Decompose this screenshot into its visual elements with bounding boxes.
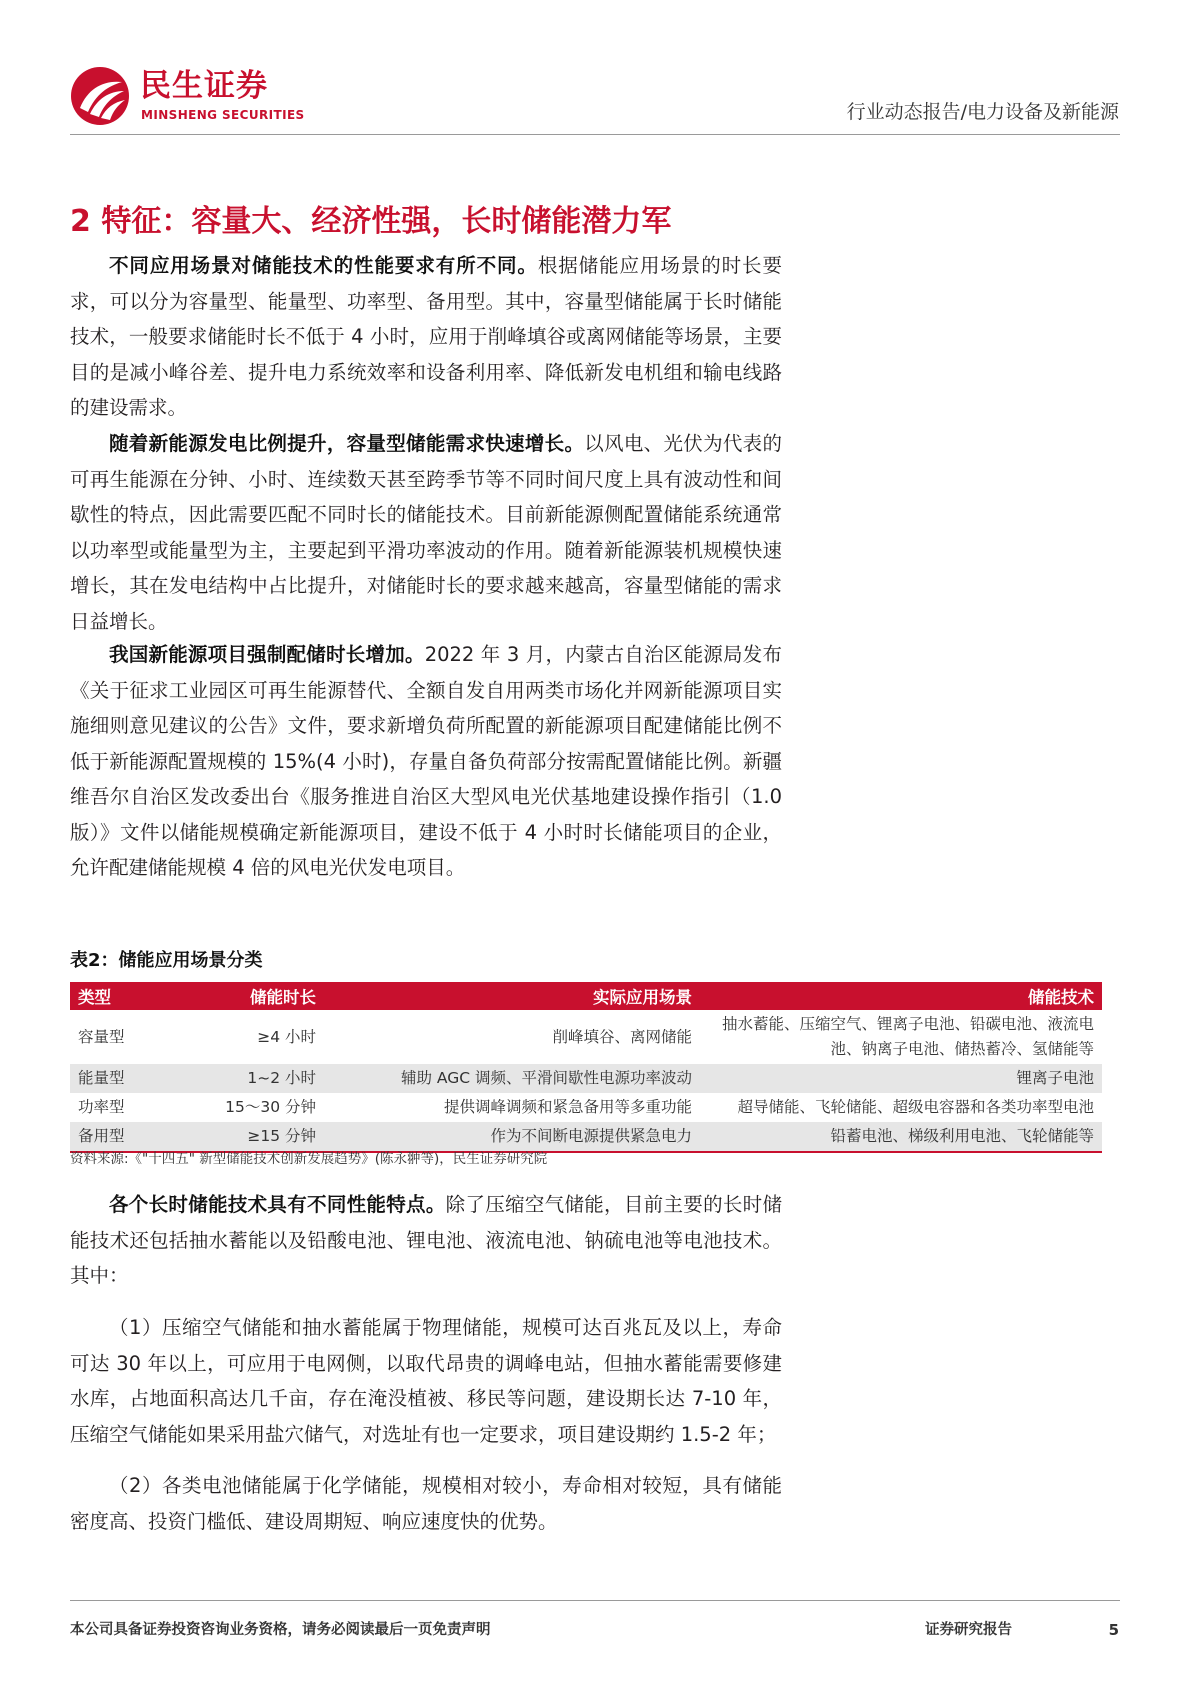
- paragraph-2: [70, 426, 782, 639]
- table-row: [70, 1122, 1102, 1152]
- table-source: 资料来源:《"十四五" 新型储能技术创新发展趋势》(陈永翀等)，民生证券研究院: [70, 1151, 548, 1167]
- paragraph-lead: 随着新能源发电比例提升，容量型储能需求快速增长。: [109, 432, 585, 455]
- paragraph-3: [70, 637, 782, 886]
- footer-disclaimer: 本公司具备证券投资咨询业务资格，请务必阅读最后一页免责声明: [70, 1622, 491, 1638]
- paragraph-1: [70, 248, 782, 426]
- cell-scenario: 提供调峰调频和紧急备用等多重功能: [443, 1098, 692, 1116]
- cell-tech: 锂离子电池: [700, 1064, 1102, 1093]
- cell-duration: 15～30 分钟: [225, 1098, 316, 1116]
- cell-tech: 抽水蓄能、压缩空气、锂离子电池、铅碳电池、液流电池、钠离子电池、储热蓄冷、氢储能等: [721, 1015, 1094, 1058]
- cell-tech: 铅蓄电池、梯级利用电池、飞轮储能等: [700, 1122, 1102, 1152]
- paragraph-text: 除了压缩空气储能，目前主要的长时储能技术还包括抽水蓄能以及铅酸电池、锂电池、液流电池、钠硫电池等电池技术。其中：: [70, 1193, 782, 1287]
- column-header-type: 类型: [70, 982, 168, 1010]
- report-category: 行业动态报告/电力设备及新能源: [846, 101, 1119, 123]
- column-header-tech: 储能技术: [700, 982, 1102, 1010]
- cell-type: 功率型: [78, 1098, 125, 1116]
- paragraph-lead: 我国新能源项目强制配储时长增加。: [109, 643, 425, 666]
- paragraph-6: [70, 1468, 782, 1539]
- paragraph-5: [70, 1310, 782, 1452]
- section-title: 2 特征：容量大、经济性强，长时储能潜力军: [70, 204, 672, 239]
- cell-duration: 1~2 小时: [168, 1064, 324, 1093]
- cell-type: 容量型: [78, 1027, 125, 1046]
- table-header-row: [70, 982, 1102, 1010]
- paragraph-lead: 不同应用场景对储能技术的性能要求有所不同。: [109, 254, 538, 277]
- paragraph-text: （2）各类电池储能属于化学储能，规模相对较小，寿命相对较短，具有储能密度高、投资门槛低、建设周期短、响应速度快的优势。: [70, 1474, 782, 1533]
- cell-scenario: 辅助 AGC 调频、平滑间歇性电源功率波动: [324, 1064, 700, 1093]
- table-row: [70, 1064, 1102, 1093]
- header-divider: [70, 134, 1120, 135]
- storage-scenario-table: [70, 982, 1102, 1153]
- company-logo: [70, 66, 330, 130]
- cell-tech: 超导储能、飞轮储能、超级电容器和各类功率型电池: [737, 1098, 1094, 1116]
- cell-duration: ≥4 小时: [257, 1027, 316, 1046]
- cell-type: 备用型: [70, 1122, 168, 1152]
- paragraph-text: （1）压缩空气储能和抽水蓄能属于物理储能，规模可达百兆瓦及以上，寿命可达 30 年以上，可应用于电网侧，以取代昂贵的调峰电站，但抽水蓄能需要修建水库，占地面积高达几千亩，存在淹没植被、移民等问题，建设期长达 7-10 年，压缩空气储能如果采用盐穴储气，对选址有也一定要求，项目建设期约 1.5-2 年；: [70, 1316, 782, 1446]
- logo-chinese-name: 民生证券: [140, 68, 268, 104]
- logo-english-name: MINSHENG SECURITIES: [141, 108, 305, 122]
- paragraph-text: 以风电、光伏为代表的可再生能源在分钟、小时、连续数天甚至跨季节等不同时间尺度上具有波动性和间歇性的特点，因此需要匹配不同时长的储能技术。目前新能源侧配置储能系统通常以功率型或能量型为主，主要起到平滑功率波动的作用。随着新能源装机规模快速增长，其在发电结构中占比提升，对储能时长的要求越来越高，容量型储能的需求日益增长。: [70, 432, 782, 633]
- page-number: 5: [1108, 1621, 1119, 1639]
- column-header-scenario: 实际应用场景: [324, 982, 700, 1010]
- paragraph-text: 根据储能应用场景的时长要求，可以分为容量型、能量型、功率型、备用型。其中，容量型储能属于长时储能技术，一般要求储能时长不低于 4 小时，应用于削峰填谷或离网储能等场景，主要目的是减小峰谷差、提升电力系统效率和设备利用率、降低新发电机组和输电线路的建设需求。: [70, 254, 782, 419]
- cell-scenario: 削峰填谷、离网储能: [552, 1027, 692, 1046]
- minsheng-logo-icon: [70, 66, 130, 126]
- footer-label: 证券研究报告: [925, 1622, 1012, 1638]
- column-header-duration: 储能时长: [168, 982, 324, 1010]
- cell-duration: ≥15 分钟: [168, 1122, 324, 1152]
- paragraph-4: [70, 1187, 782, 1294]
- table-row: [70, 1093, 1102, 1122]
- table-title: 表2：储能应用场景分类: [70, 950, 263, 971]
- cell-type: 能量型: [70, 1064, 168, 1093]
- footer-divider: [70, 1600, 1120, 1601]
- cell-scenario: 作为不间断电源提供紧急电力: [324, 1122, 700, 1152]
- paragraph-lead: 各个长时储能技术具有不同性能特点。: [109, 1193, 446, 1216]
- table-row: [70, 1010, 1102, 1064]
- paragraph-text: 2022 年 3 月，内蒙古自治区能源局发布《关于征求工业园区可再生能源替代、全额自发自用两类市场化并网新能源项目实施细则意见建议的公告》文件，要求新增负荷所配置的新能源项目配建储能比例不低于新能源配置规模的 15%(4 小时)，存量自备负荷部分按需配置储能比例。新疆维吾尔自治区发改委出台《服务推进自治区大型风电光伏基地建设操作指引（1.0 版）》文件以储能规模确定新能源项目，建设不低于 4 小时时长储能项目的企业，允许配建储能规模 4 倍的风电光伏发电项目。: [70, 643, 782, 879]
